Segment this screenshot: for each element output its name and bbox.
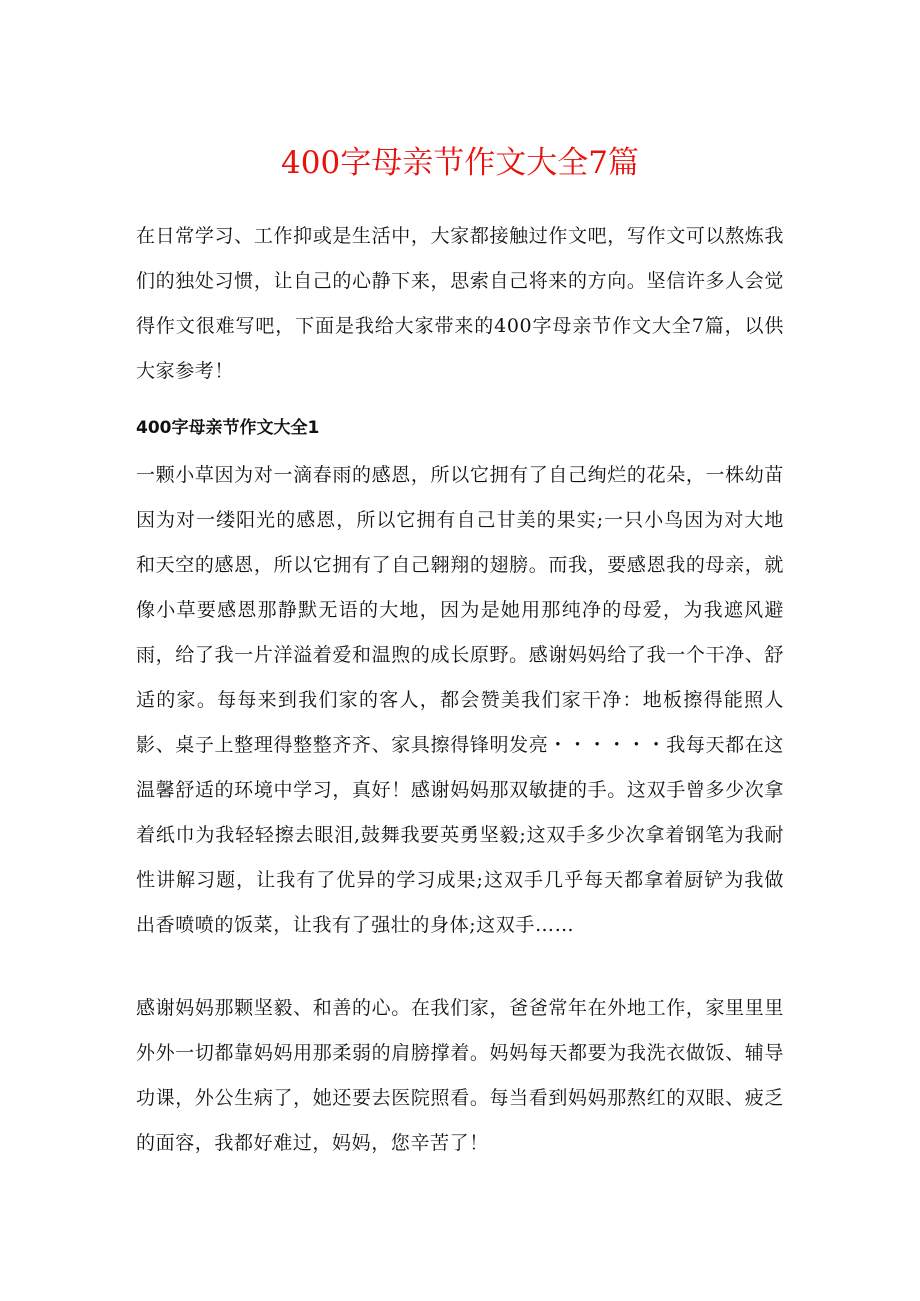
section-heading: 400字母亲节作文大全1: [136, 418, 320, 438]
intro-paragraph: 在日常学习、工作抑或是生活中，大家都接触过作文吧，写作文可以熬炼我们的独处习惯，让自己的心静下来，思索自己将来的方向。坚信许多人会觉得作文很难写吧，下面是我给大家带来的400字母亲节作文大全7篇，以供大家参考！: [136, 225, 784, 382]
essay-paragraph-2: 感谢妈妈那颗坚毅、和善的心。在我们家，爸爸常年在外地工作，家里里里外外一切都靠妈妈用那柔弱的肩膀撑着。妈妈每天都要为我洗衣做饭、辅导功课，外公生病了，她还要去医院照看。每当看到妈妈那熬红的双眼、疲乏的面容，我都好难过，妈妈，您辛苦了！: [136, 997, 784, 1154]
essay-paragraph-1: 一颗小草因为对一滴春雨的感恩，所以它拥有了自己绚烂的花朵，一株幼苗因为对一缕阳光的感恩，所以它拥有自己甘美的果实;一只小鸟因为对大地和天空的感恩，所以它拥有了自己翱翔的翅膀。而我，要感恩我的母亲，就像小草要感恩那静默无语的大地，因为是她用那纯净的母爱，为我遮风避雨，给了我一片洋溢着爱和温煦的成长原野。感谢妈妈给了我一个干净、舒适的家。每每来到我们家的客人，都会赞美我们家干净：地板擦得能照人影、桌子上整理得整整齐齐、家具擦得锋明发亮・・・・・・我每天都在这温馨舒适的环境中学习，真好！感谢妈妈那双敏捷的手。这双手曾多少次拿着纸巾为我轻轻擦去眼泪,鼓舞我要英勇坚毅;这双手多少次拿着钢笔为我耐性讲解习题，让我有了优异的学习成果;这双手几乎每天都拿着厨铲为我做出香喷喷的饭菜，让我有了强壮的身体;这双手……: [136, 464, 784, 936]
document-title: 400字母亲节作文大全7篇: [281, 145, 639, 181]
